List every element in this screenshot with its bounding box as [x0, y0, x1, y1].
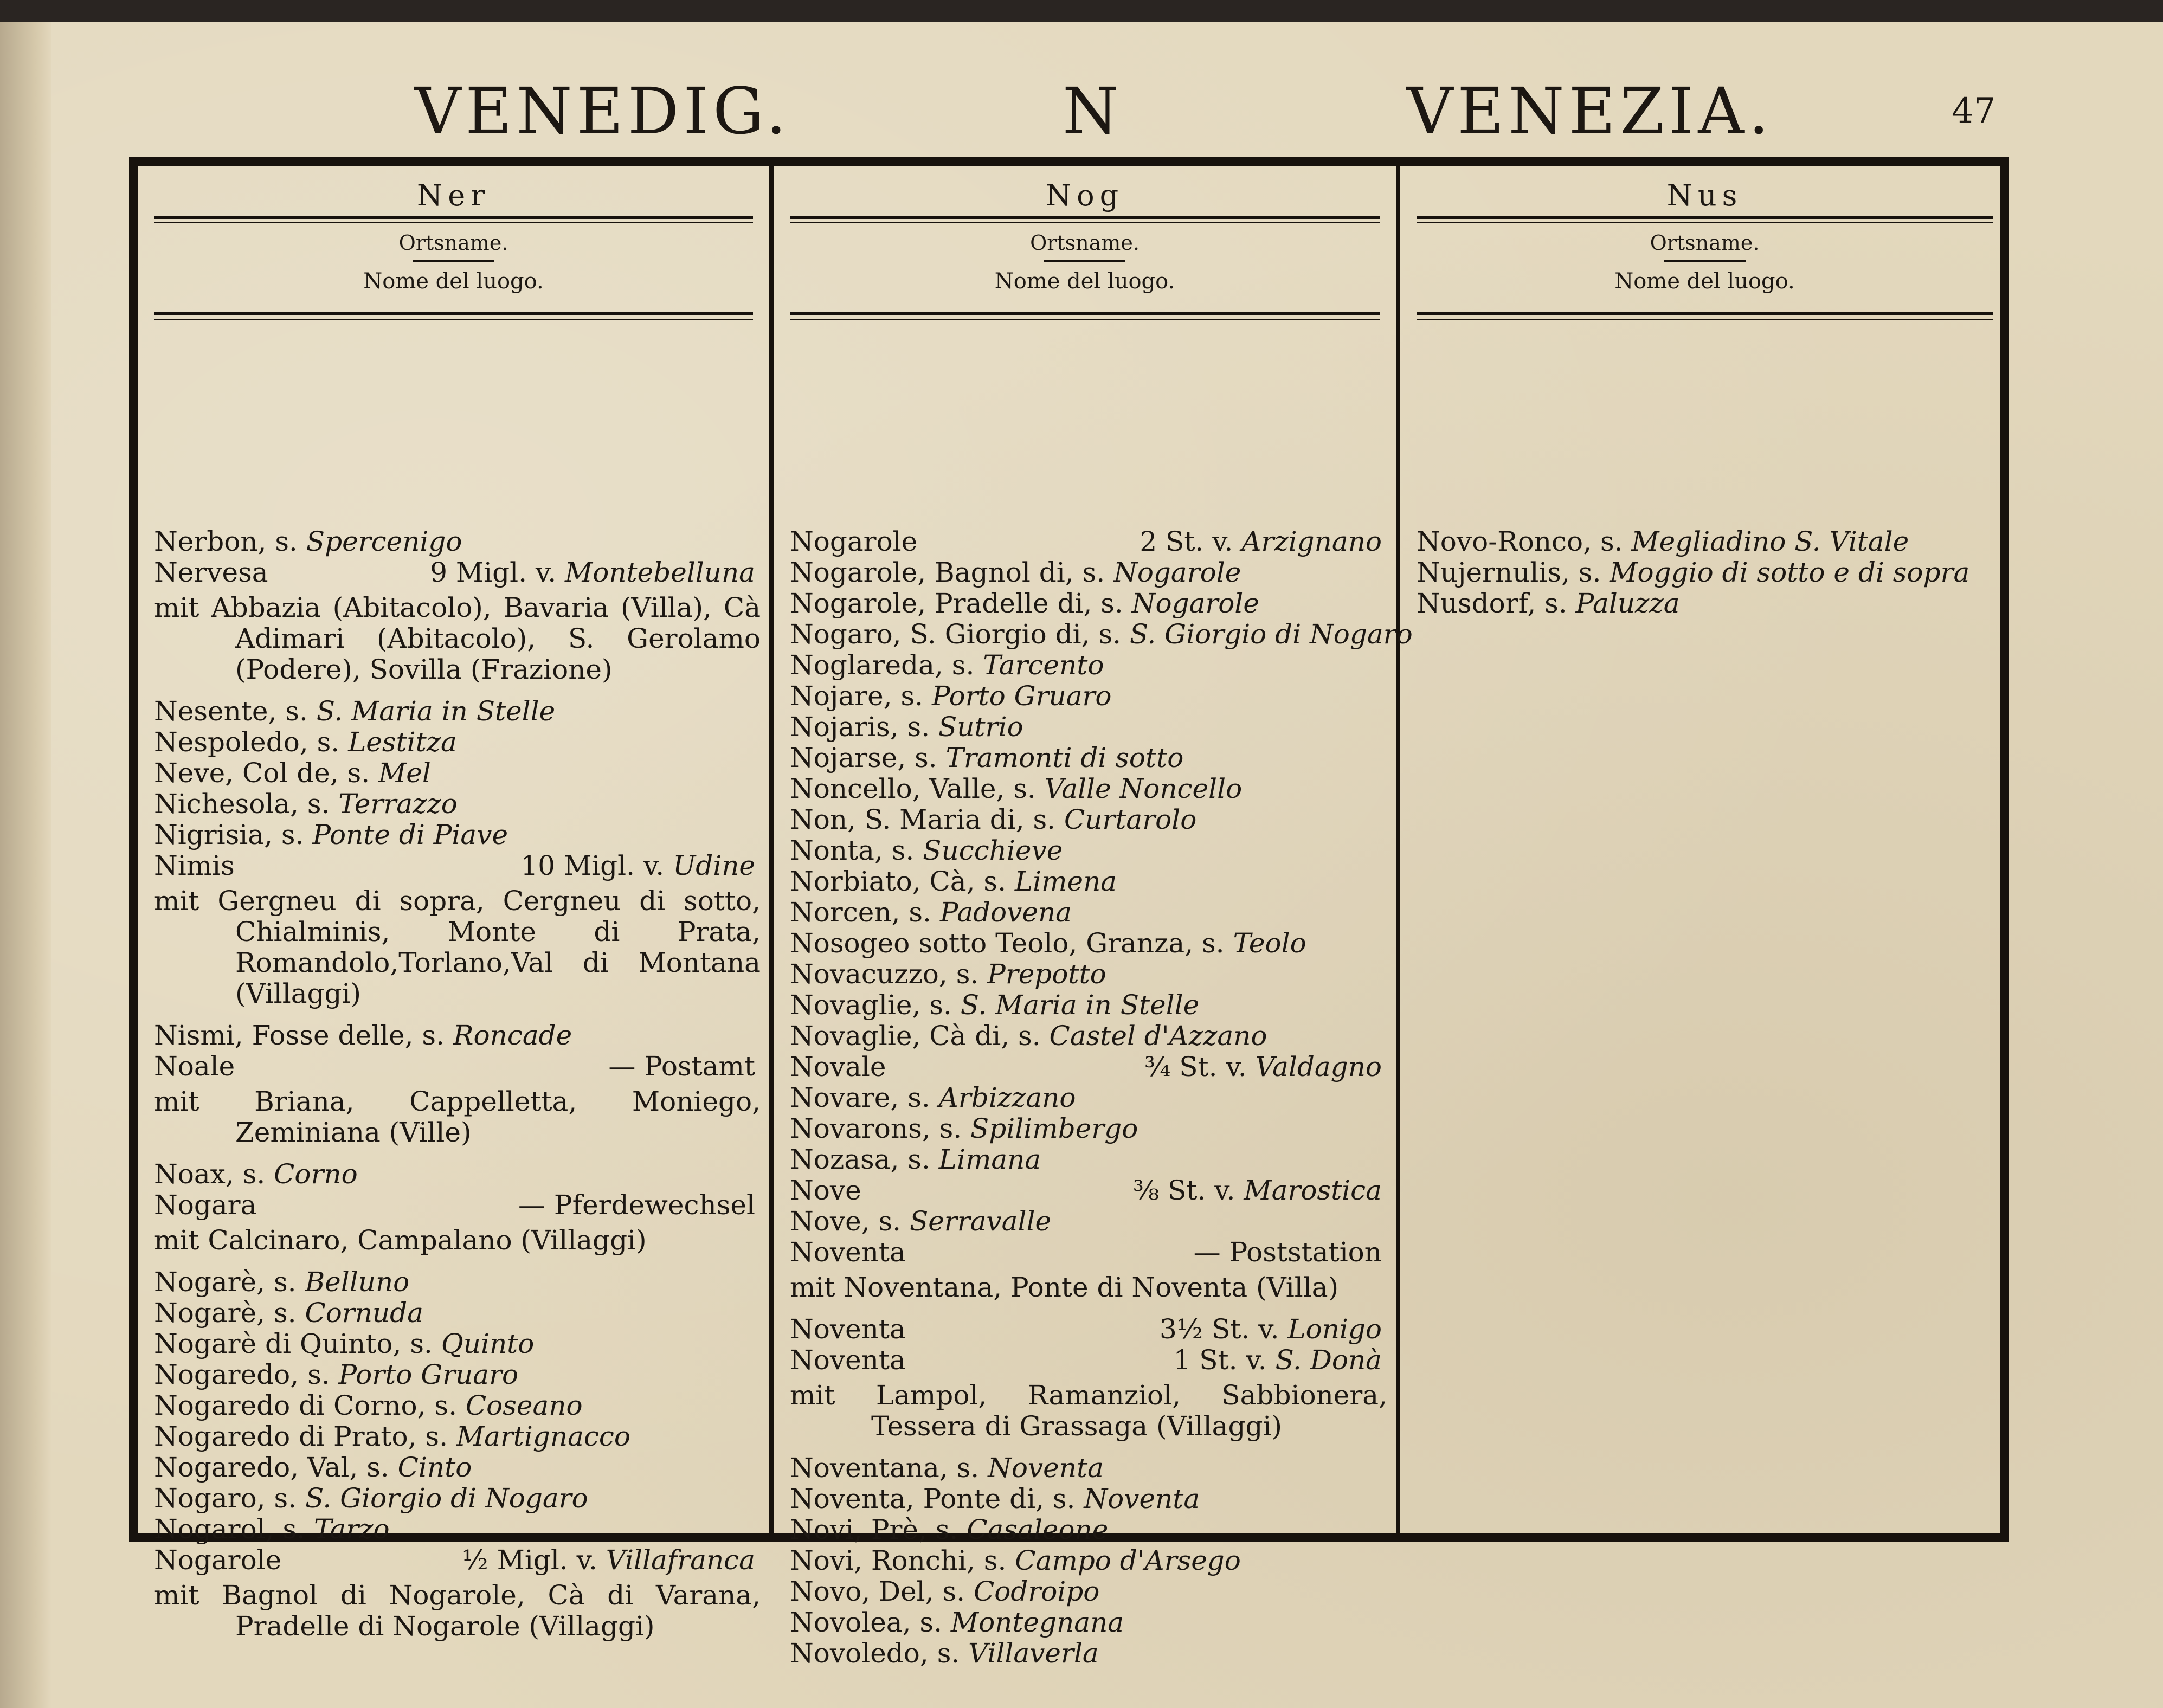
- entry-subordinate-places: mit Abbazia (Abitacolo), Bavaria (Villa), Cà Adimari (Abitacolo), S. Gerolamo (Podere), Sovilla (Frazione): [154, 592, 761, 685]
- entry-distance-place: Udine: [673, 850, 755, 881]
- entry-row: [790, 743, 1387, 774]
- entry-see-marker: s.: [307, 788, 330, 820]
- entry-distance: [1144, 1052, 1382, 1082]
- entry-row: [154, 727, 761, 758]
- entry-place-name: Novi, Prè,: [790, 1514, 927, 1545]
- entry-row: [790, 804, 1387, 835]
- entry-row: [154, 1483, 761, 1514]
- entry-see-marker: s.: [1098, 618, 1122, 650]
- entry-row: [790, 1576, 1387, 1607]
- entry-distance-value: — Pferdewechsel: [518, 1189, 755, 1221]
- entry-row: [790, 959, 1387, 990]
- entry-reference: Coseano: [465, 1390, 583, 1421]
- entry-reference: S. Giorgio di Nogaro: [1129, 618, 1413, 650]
- entry-distance: [608, 1051, 755, 1082]
- entry-row: [790, 1052, 1387, 1082]
- entry-reference: Nogarole: [1131, 588, 1259, 619]
- label-divider: [1664, 260, 1746, 262]
- entry-place-name: Novale: [790, 1051, 886, 1082]
- entry-place-name: Noventa: [790, 1236, 906, 1268]
- entry-reference: Limena: [1014, 866, 1117, 897]
- entry-row: [154, 1421, 761, 1452]
- entry-distance-value: 3½ St. v.: [1159, 1313, 1279, 1345]
- entry-place-name: Novacuzzo,: [790, 958, 948, 990]
- entry-place-name: Nogarè,: [154, 1297, 266, 1329]
- entry-row: [154, 820, 761, 850]
- label-german: Ortsname.: [1030, 231, 1140, 255]
- label-italian: Nome del luogo.: [994, 269, 1175, 294]
- entry-row: [790, 990, 1387, 1021]
- entry-place-name: Nogaredo di Corno,: [154, 1390, 426, 1421]
- entry-see-marker: s.: [273, 1297, 297, 1329]
- entry-see-marker: s.: [878, 1206, 902, 1237]
- entry-place-name: Nogarol,: [154, 1513, 274, 1545]
- entry-distance-place: Valdagno: [1255, 1051, 1382, 1082]
- entry-place-name: Nogarole, Pradelle di,: [790, 588, 1092, 619]
- entry-see-marker: s.: [909, 897, 931, 928]
- entry-see-marker: s.: [1082, 557, 1105, 588]
- entry-row: [790, 557, 1387, 588]
- entry-see-marker: s.: [937, 1638, 960, 1669]
- entry-reference: Nogarole: [1113, 557, 1241, 588]
- entry-row: [790, 1021, 1387, 1052]
- entry-list: [790, 526, 1413, 1669]
- entry-place-name: Nogarè di Quinto,: [154, 1328, 402, 1359]
- entry-row: [790, 1175, 1387, 1206]
- entry-row: [154, 789, 761, 820]
- entry-row: [154, 526, 761, 557]
- header-rule: [1417, 312, 1993, 320]
- column-separator: [1396, 166, 1400, 1533]
- entry-row: [154, 1051, 761, 1082]
- entry-row: [154, 1452, 761, 1483]
- entry-reference: Roncade: [453, 1020, 572, 1051]
- column-heading: Ner: [416, 178, 491, 212]
- entry-row: [154, 1159, 761, 1190]
- entry-row: [790, 866, 1387, 897]
- running-head-left: VENEDIG.: [415, 74, 791, 149]
- entry-distance: [1194, 1237, 1382, 1268]
- entry-place-name: Noncello, Valle,: [790, 773, 1005, 804]
- column-ner: [138, 166, 769, 1642]
- entry-reference: Prepotto: [987, 958, 1106, 990]
- entry-distance-value: ¾ St. v.: [1144, 1051, 1247, 1082]
- entry-place-name: Nujernulis,: [1417, 557, 1570, 588]
- entry-reference: Noventa: [988, 1452, 1104, 1484]
- entry-distance: [462, 1545, 755, 1576]
- entry-row: [790, 928, 1387, 959]
- entry-row: [790, 1144, 1387, 1175]
- entry-reference: Tarzo: [313, 1513, 390, 1545]
- entry-see-marker: s.: [942, 1576, 965, 1607]
- label-german: Ortsname.: [398, 231, 508, 255]
- entry-see-marker: s.: [366, 1452, 389, 1483]
- entry-place-name: Nosogeo sotto Teolo, Granza,: [790, 927, 1194, 959]
- entry-see-marker: s.: [273, 1266, 297, 1298]
- entry-row: [790, 1237, 1387, 1268]
- entry-row: [790, 1453, 1387, 1484]
- entry-reference: Noventa: [1084, 1483, 1200, 1514]
- entry-place-name: Nogaro, S. Giorgio di,: [790, 618, 1090, 650]
- entry-see-marker: s.: [907, 1144, 930, 1175]
- entry-distance-value: ½ Migl. v.: [462, 1544, 597, 1576]
- column-nog: [774, 166, 1413, 1669]
- entry-row: [154, 696, 761, 727]
- entry-reference: Megliadino S. Vitale: [1631, 526, 1909, 557]
- entry-see-marker: s.: [1013, 773, 1036, 804]
- entry-see-marker: s.: [434, 1390, 457, 1421]
- label-italian: Nome del luogo.: [1614, 269, 1795, 294]
- entry-see-marker: s.: [929, 989, 952, 1021]
- entry-reference: Curtarolo: [1064, 804, 1197, 835]
- entry-subordinate-places: mit Gergneu di sopra, Cergneu di sotto, Chialminis, Monte di Prata, Romandolo,Torlano,Val di Montana (Villaggi): [154, 885, 761, 1009]
- entry-see-marker: s.: [935, 1514, 958, 1545]
- entry-see-marker: s.: [425, 1421, 448, 1452]
- entry-place-name: Nogaredo, Val,: [154, 1452, 358, 1483]
- entry-place-name: Noale: [154, 1050, 235, 1082]
- entry-see-marker: s.: [1202, 927, 1225, 959]
- entry-place-name: Novolea,: [790, 1607, 911, 1638]
- entry-row: [1417, 588, 2004, 619]
- entry-see-marker: s.: [1100, 588, 1123, 619]
- entry-place-name: Nojare,: [790, 680, 892, 712]
- entry-row: [154, 1298, 761, 1329]
- entry-place-name: Nogaro,: [154, 1483, 266, 1514]
- entry-see-marker: s.: [1052, 1483, 1076, 1514]
- entry-reference: Cornuda: [305, 1297, 423, 1329]
- entry-place-name: Nogarè,: [154, 1266, 266, 1298]
- column-label: [138, 227, 769, 308]
- entry-place-name: Nimis: [154, 850, 235, 881]
- entry-reference: Belluno: [305, 1266, 410, 1298]
- entry-row: [790, 650, 1387, 681]
- entry-reference: Spercenigo: [306, 526, 462, 557]
- label-german: Ortsname.: [1650, 231, 1760, 255]
- entry-subordinate-places: mit Briana, Cappelletta, Moniego, Zeminiana (Ville): [154, 1086, 761, 1148]
- entry-distance: [1160, 1314, 1382, 1345]
- entry-see-marker: s.: [956, 958, 979, 990]
- entry-list: [154, 526, 761, 1653]
- entry-row: [790, 897, 1387, 928]
- column-separator: [769, 166, 774, 1533]
- entry-subordinate-places: mit Calcinaro, Campalano (Villaggi): [154, 1224, 647, 1256]
- entry-place-name: Nogara: [154, 1189, 257, 1221]
- entry-see-marker: s.: [983, 1545, 1007, 1576]
- entry-row: [154, 850, 761, 881]
- entry-list: [1417, 526, 2004, 619]
- entry-reference: Succhieve: [923, 835, 1063, 866]
- entry-reference: Arbizzano: [938, 1082, 1076, 1113]
- entry-reference: Castel d'Azzano: [1049, 1020, 1267, 1052]
- entry-place-name: Novoledo,: [790, 1638, 929, 1669]
- entry-row: [1417, 557, 2004, 588]
- entry-distance: [430, 557, 755, 588]
- label-divider: [413, 260, 494, 262]
- entry-row: [790, 1082, 1387, 1113]
- entry-see-marker: s.: [907, 711, 930, 743]
- entry-reference: S. Maria in Stelle: [316, 695, 556, 727]
- entry-place-name: Nogaredo di Prato,: [154, 1421, 417, 1452]
- entry-subordinate-places: mit Lampol, Ramanziol, Sabbionera, Tessera di Grassaga (Villaggi): [790, 1380, 1387, 1442]
- entry-see-marker: s.: [275, 526, 298, 557]
- entry-see-marker: s.: [422, 1020, 445, 1051]
- entry-reference: Porto Gruaro: [931, 680, 1112, 712]
- entry-row: [790, 774, 1387, 804]
- entry-row: [1417, 526, 2004, 557]
- entry-distance-place: Montebelluna: [565, 557, 755, 588]
- entry-place-name: Nismi, Fosse delle,: [154, 1020, 414, 1051]
- entry-subordinate-places: mit Noventana, Ponte di Noventa (Villa): [790, 1272, 1339, 1303]
- entry-distance-place: S. Donà: [1275, 1344, 1382, 1376]
- entry-see-marker: s.: [410, 1328, 433, 1359]
- entry-row: [154, 1359, 761, 1390]
- entry-place-name: Novo-Ronco,: [1417, 526, 1592, 557]
- entry-see-marker: s.: [285, 695, 308, 727]
- entry-row: [154, 1514, 761, 1545]
- entry-place-name: Novo, Del,: [790, 1576, 934, 1607]
- entry-reference: S. Maria in Stelle: [960, 989, 1200, 1021]
- entry-row: [790, 835, 1387, 866]
- entry-place-name: Nerbon,: [154, 526, 267, 557]
- entry-reference: Teolo: [1233, 927, 1306, 959]
- entry-distance-value: 10 Migl. v.: [520, 850, 665, 881]
- entry-reference: Campo d'Arsego: [1015, 1545, 1241, 1576]
- entry-see-marker: s.: [274, 1483, 297, 1514]
- header-rule: [1417, 216, 1993, 223]
- entry-row: [154, 1545, 761, 1576]
- entry-distance: [1140, 526, 1382, 557]
- entry-see-marker: s.: [939, 1113, 962, 1144]
- entry-reference: Codroipo: [973, 1576, 1100, 1607]
- entry-see-marker: s.: [900, 680, 924, 712]
- column-label: [774, 227, 1396, 308]
- entry-place-name: Norbiato, Cà,: [790, 866, 975, 897]
- entry-distance-value: 1 St. v.: [1173, 1344, 1267, 1376]
- entry-distance-place: Marostica: [1244, 1175, 1382, 1206]
- entry-see-marker: s.: [281, 819, 304, 850]
- entry-see-marker: s.: [1600, 526, 1623, 557]
- entry-row: [790, 1206, 1387, 1237]
- entry-row: [790, 1638, 1387, 1669]
- entry-subordinate-places: mit Bagnol di Nogarole, Cà di Varana, Pradelle di Nogarole (Villaggi): [154, 1580, 761, 1642]
- running-head-letter: N: [1063, 74, 1123, 149]
- entry-distance-place: Lonigo: [1288, 1313, 1382, 1345]
- entry-reference: Padovena: [939, 897, 1072, 928]
- entry-place-name: Nove: [790, 1175, 861, 1206]
- entry-reference: Martignacco: [456, 1421, 630, 1452]
- entry-row: [790, 1345, 1387, 1376]
- entry-place-name: Nogarole: [790, 526, 918, 557]
- entry-see-marker: s.: [242, 1158, 266, 1190]
- entry-reference: Montegnana: [950, 1607, 1124, 1638]
- entry-see-marker: s.: [307, 1359, 330, 1390]
- entry-reference: Tarcento: [983, 649, 1104, 681]
- entry-see-marker: s.: [317, 726, 340, 758]
- entry-place-name: Novaglie, Cà di,: [790, 1020, 1010, 1052]
- column-heading: Nus: [1666, 178, 1743, 212]
- book-gutter: [0, 22, 52, 1708]
- column-heading: Nog: [1045, 178, 1124, 212]
- entry-reference: Mel: [378, 757, 431, 789]
- entry-row: [790, 1314, 1387, 1345]
- entry-distance-place: Villafranca: [606, 1544, 755, 1576]
- entry-reference: Moggio di sotto e di sopra: [1610, 557, 1970, 588]
- label-divider: [1044, 260, 1125, 262]
- entry-place-name: Noventa: [790, 1313, 906, 1345]
- entry-reference: Cinto: [397, 1452, 472, 1483]
- entry-place-name: Nogarole, Bagnol di,: [790, 557, 1074, 588]
- entry-row: [790, 1514, 1387, 1545]
- header-rule: [790, 312, 1380, 320]
- entry-place-name: Nusdorf,: [1417, 588, 1536, 619]
- entry-distance-value: — Poststation: [1193, 1236, 1382, 1268]
- entry-reference: Lestitza: [348, 726, 457, 758]
- entry-distance-value: ⅜ St. v.: [1132, 1175, 1235, 1206]
- entry-place-name: Nogarole: [154, 1544, 282, 1576]
- entry-see-marker: s.: [1018, 1020, 1041, 1052]
- entry-row: [790, 526, 1387, 557]
- entry-place-name: Neve, Col de,: [154, 757, 339, 789]
- entry-row: [154, 1020, 761, 1051]
- entry-reference: Corno: [274, 1158, 358, 1190]
- entry-row: [790, 618, 1413, 650]
- entry-reference: Serravalle: [909, 1206, 1052, 1237]
- entry-reference: Quinto: [441, 1328, 535, 1359]
- entry-place-name: Nove,: [790, 1206, 870, 1237]
- entry-place-name: Nespoledo,: [154, 726, 308, 758]
- entry-row: [154, 1190, 761, 1221]
- entry-distance-value: 2 St. v.: [1140, 526, 1233, 557]
- entry-distance: [518, 1190, 755, 1221]
- entry-place-name: Nesente,: [154, 695, 277, 727]
- entry-reference: S. Giorgio di Nogaro: [305, 1483, 588, 1514]
- running-head-right: VENEZIA.: [1407, 74, 1774, 149]
- label-italian: Nome del luogo.: [363, 269, 544, 294]
- column-label: [1400, 227, 2009, 308]
- column-nus: [1400, 166, 2009, 1533]
- entry-reference: Tramonti di sotto: [945, 742, 1184, 774]
- gazetteer-table: [129, 157, 2009, 1669]
- entry-place-name: Noventa: [790, 1344, 906, 1376]
- entry-row: [154, 1390, 761, 1421]
- entry-place-name: Novare,: [790, 1082, 899, 1113]
- entry-place-name: Novarons,: [790, 1113, 931, 1144]
- entry-see-marker: s.: [1544, 588, 1567, 619]
- entry-place-name: Novi, Ronchi,: [790, 1545, 975, 1576]
- entry-place-name: Norcen,: [790, 897, 900, 928]
- entry-see-marker: s.: [907, 1082, 930, 1113]
- entry-row: [790, 1113, 1387, 1144]
- entry-reference: Casaleone: [967, 1514, 1109, 1545]
- entry-place-name: Nojaris,: [790, 711, 899, 743]
- entry-reference: Spilimbergo: [970, 1113, 1138, 1144]
- entry-place-name: Noglareda,: [790, 649, 943, 681]
- entry-see-marker: s.: [951, 649, 975, 681]
- entry-place-name: Nonta,: [790, 835, 883, 866]
- entry-reference: Porto Gruaro: [338, 1359, 519, 1390]
- entry-distance-value: — Postamt: [608, 1050, 755, 1082]
- page-number: 47: [1952, 91, 1996, 131]
- running-head: [0, 70, 2163, 152]
- entry-see-marker: s.: [1578, 557, 1601, 588]
- entry-place-name: Nojarse,: [790, 742, 906, 774]
- entry-row: [154, 1329, 761, 1359]
- entry-row: [154, 557, 761, 588]
- entry-row: [790, 712, 1387, 743]
- entry-row: [790, 1607, 1387, 1638]
- entry-place-name: Noventana,: [790, 1452, 948, 1484]
- entry-reference: Terrazzo: [338, 788, 458, 820]
- entry-row: [790, 681, 1387, 712]
- entry-see-marker: s.: [956, 1452, 980, 1484]
- entry-see-marker: s.: [347, 757, 370, 789]
- entry-place-name: Nigrisia,: [154, 819, 273, 850]
- header-rule: [790, 216, 1380, 223]
- entry-reference: Ponte di Piave: [312, 819, 508, 850]
- entry-row: [154, 1267, 761, 1298]
- entry-place-name: Nichesola,: [154, 788, 299, 820]
- entry-see-marker: s.: [919, 1607, 942, 1638]
- entry-reference: Villaverla: [968, 1638, 1099, 1669]
- entry-distance-place: Arzignano: [1241, 526, 1382, 557]
- entry-reference: Limana: [938, 1144, 1041, 1175]
- entry-see-marker: s.: [1033, 804, 1056, 835]
- entry-distance: [520, 850, 755, 881]
- entry-place-name: Nozasa,: [790, 1144, 899, 1175]
- entry-place-name: Noax,: [154, 1158, 234, 1190]
- entry-place-name: Nogaredo,: [154, 1359, 299, 1390]
- entry-distance-value: 9 Migl. v.: [430, 557, 557, 588]
- entry-reference: Paluzza: [1575, 588, 1680, 619]
- entry-reference: Valle Noncello: [1044, 773, 1243, 804]
- entry-place-name: Non, S. Maria di,: [790, 804, 1025, 835]
- entry-place-name: Nervesa: [154, 557, 268, 588]
- entry-place-name: Novaglie,: [790, 989, 921, 1021]
- header-rule: [154, 312, 753, 320]
- entry-row: [790, 1484, 1387, 1514]
- header-rule: [154, 216, 753, 223]
- entry-place-name: Noventa, Ponte di,: [790, 1483, 1044, 1514]
- entry-row: [790, 588, 1387, 619]
- entry-see-marker: s.: [891, 835, 915, 866]
- entry-row: [790, 1545, 1387, 1576]
- entry-row: [154, 758, 761, 789]
- entry-see-marker: s.: [983, 866, 1006, 897]
- entry-see-marker: s.: [915, 742, 937, 774]
- entry-distance: [1174, 1345, 1382, 1376]
- entry-reference: Sutrio: [938, 711, 1023, 743]
- entry-distance: [1133, 1175, 1382, 1206]
- entry-see-marker: s.: [282, 1513, 306, 1545]
